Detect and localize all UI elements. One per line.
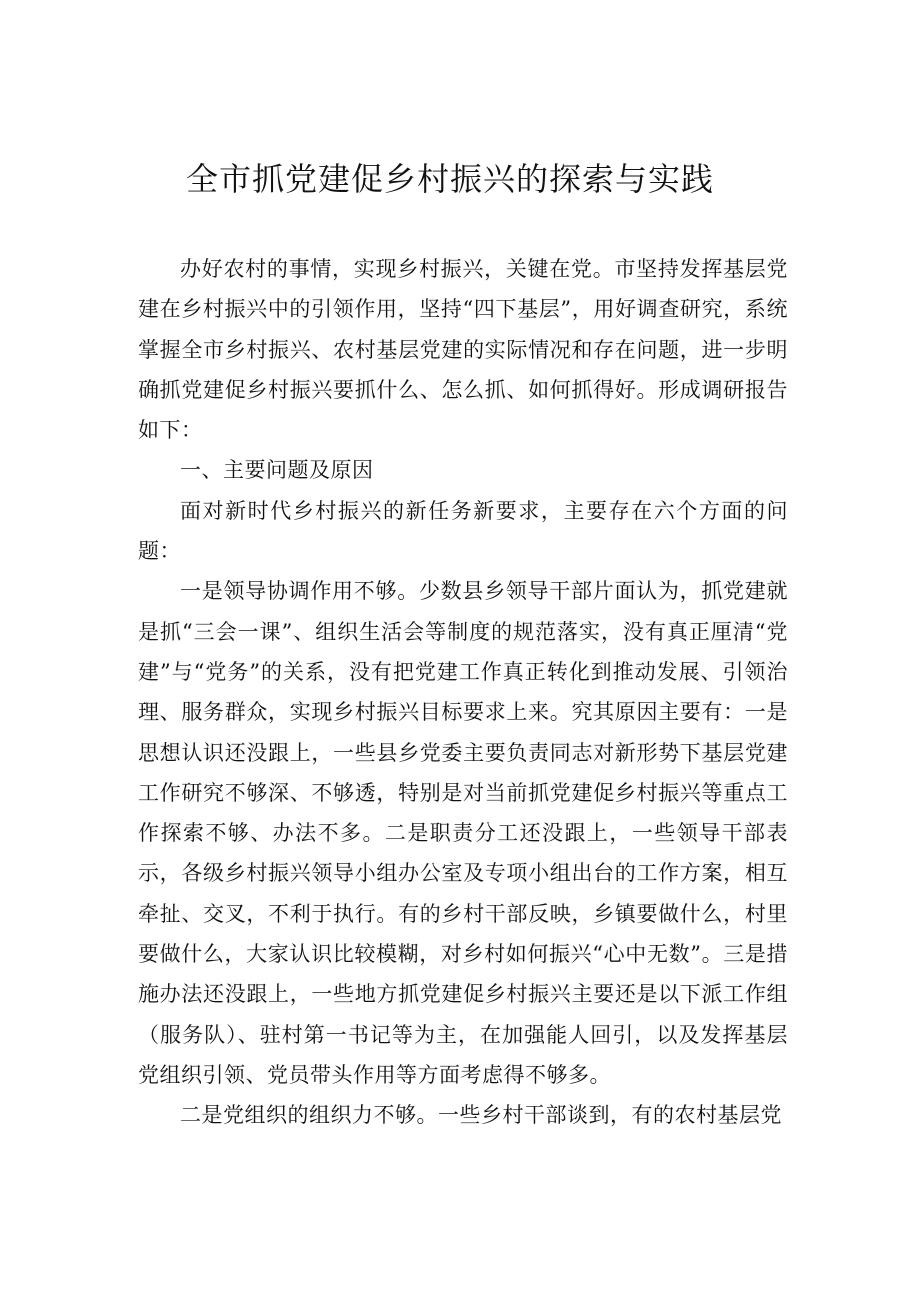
paragraph-problem-one: 一是领导协调作用不够。少数县乡领导干部片面认为，抓党建就是抓“三会一课”、组织生活会等制度的规范落实，没有真正厘清“党建”与“党务”的关系，没有把党建工作真正转化到推动发展、引领治理、服务群众，实现乡村振兴目标要求上来。究其原因主要有：一是思想认识还没跟上，一些县乡党委主要负责同志对新形势下基层党建工作研究不够深、不够透，特别是对当前抓党建促乡村振兴等重点工作探索不够、办法不多。二是职责分工还没跟上，一些领导干部表示，各级乡村振兴领导小组办公室及专项小组出台的工作方案，相互牵扯、交叉，不利于执行。有的乡村干部反映，乡镇要做什么，村里要做什么，大家认识比较模糊，对乡村如何振兴“心中无数”。三是措施办法还没跟上，一些地方抓党建促乡村振兴主要还是以下派工作组（服务队）、驻村第一书记等为主，在加强能人回引，以及发挥基层党组织引领、党员带头作用等方面考虑得不够多。 (138, 579, 788, 1087)
paragraph-intro: 办好农村的事情，实现乡村振兴，关键在党。市坚持发挥基层党建在乡村振兴中的引领作用，坚持“四下基层”，用好调查研究，系统掌握全市乡村振兴、农村基层党建的实际情况和存在问题，进一步明确抓党建促乡村振兴要抓什么、怎么抓、如何抓得好。形成调研报告如下： (138, 257, 788, 443)
paragraph-overview: 面对新时代乡村振兴的新任务新要求，主要存在六个方面的问题： (138, 498, 788, 564)
section-heading: 一、主要问题及原因 (180, 458, 374, 483)
paragraph-problem-two: 二是党组织的组织力不够。一些乡村干部谈到，有的农村基层党 (180, 1103, 782, 1128)
document-title: 全市抓党建促乡村振兴的探索与实践 (185, 160, 714, 198)
document-body (138, 249, 788, 1136)
